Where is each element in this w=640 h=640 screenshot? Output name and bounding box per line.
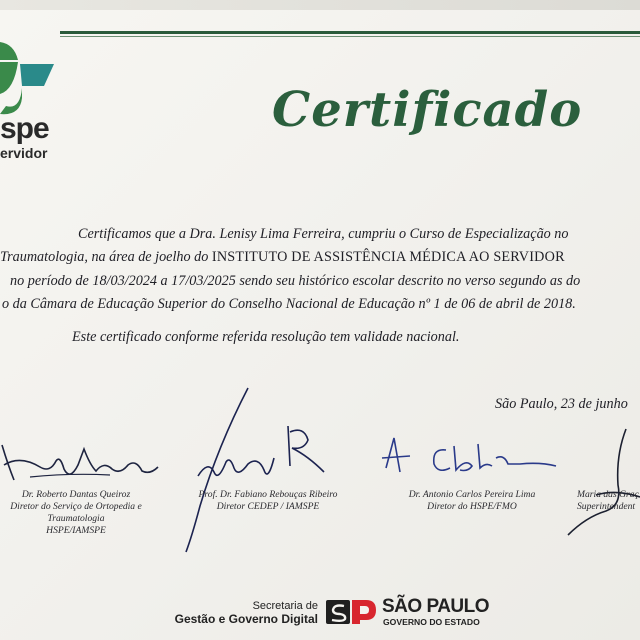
signatory-1-org: HSPE/IAMSPE	[46, 525, 106, 536]
secretaria-label: Secretaria de	[252, 600, 318, 612]
signatory-1-role: Diretor do Serviço de Ortopedia e	[10, 501, 142, 512]
header-rule	[60, 31, 640, 34]
top-band	[0, 0, 640, 10]
body-line-2	[0, 249, 565, 266]
signatory-1-role-2: Traumatologia	[47, 513, 105, 524]
sp-state-logo-icon	[326, 598, 376, 626]
sp-state-name: SÃO PAULO	[382, 596, 490, 617]
body-line-1: Certificamos que a Dra. Lenisy Lima Ferreira, cumpriu o Curso de Especialização no	[78, 226, 569, 242]
signatory-3-name: Dr. Antonio Carlos Pereira Lima	[408, 489, 536, 500]
logo-wordmark: spe	[0, 112, 49, 145]
secretaria-name: Gestão e Governo Digital	[174, 612, 318, 626]
body-line-2-text: Traumatologia, na área de joelho do	[0, 249, 212, 265]
signatory-4-name: Maria das Graç	[577, 489, 639, 500]
body-line-3: no período de 18/03/2024 a 17/03/2025 sendo seu histórico escolar descrito no verso segundo as do	[10, 273, 581, 289]
signature-graca-icon	[566, 425, 640, 540]
signatory-2-name: Prof. Dr. Fabiano Rebouças Ribeiro	[198, 489, 338, 500]
body-line-4: o da Câmara de Educação Superior do Conselho Nacional de Educação nº 1 de 06 de abril de 2018.	[2, 296, 576, 312]
certificate-title: Certificado	[272, 82, 583, 138]
signatory-3-role: Diretor do HSPE/FMO	[427, 501, 517, 512]
signatory-4	[577, 489, 640, 513]
signatory-3	[392, 489, 552, 513]
header-rule-thin	[60, 36, 640, 37]
sp-state-subtitle: GOVERNO DO ESTADO	[383, 617, 480, 627]
validity-statement: Este certificado conforme referida resolução tem validade nacional.	[72, 329, 460, 345]
signatory-2-role: Diretor CEDEP / IAMSPE	[216, 501, 320, 512]
secretaria-block	[175, 600, 318, 626]
signatory-1	[6, 489, 146, 537]
signatory-4-role: Superintendent	[577, 501, 636, 512]
signatory-2	[188, 489, 348, 513]
place-and-date: São Paulo, 23 de junho	[495, 396, 628, 412]
signatory-1-name: Dr. Roberto Dantas Queiroz	[21, 489, 131, 500]
institute-name: INSTITUTO DE ASSISTÊNCIA MÉDICA AO SERVIDOR	[211, 249, 565, 265]
signature-queiroz-icon	[0, 425, 170, 495]
signature-ribeiro-icon	[178, 386, 338, 556]
logo-subtext: ervidor	[0, 145, 48, 161]
signature-lima-icon	[380, 428, 570, 488]
